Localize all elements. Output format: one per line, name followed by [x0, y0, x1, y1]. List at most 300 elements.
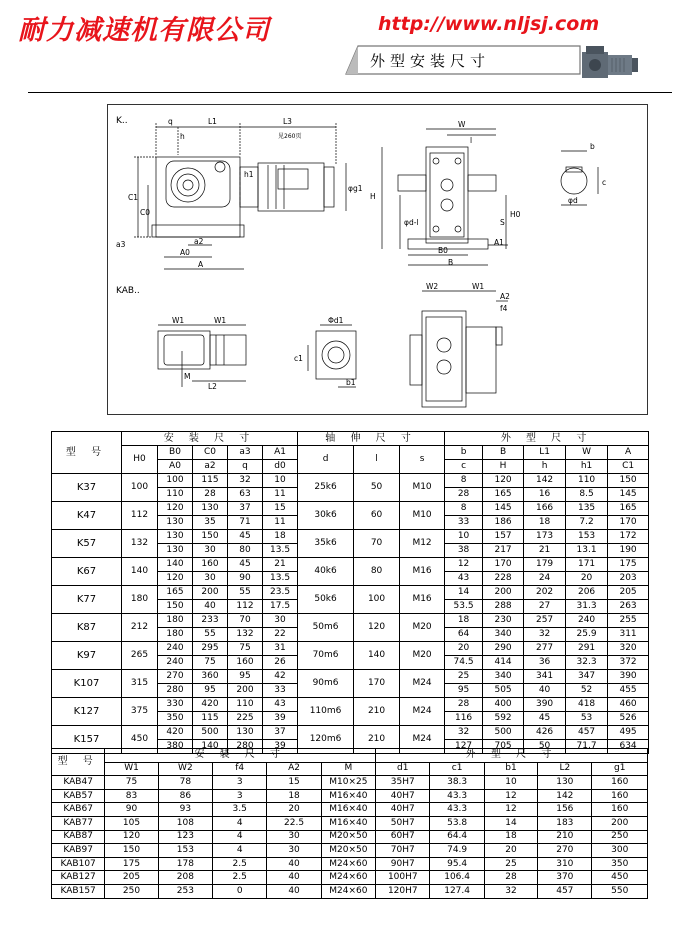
dim-h0: H0 — [510, 210, 521, 219]
table-cell: 150 — [158, 600, 193, 614]
dim-shaft-b: b — [590, 142, 595, 151]
table-cell: 170 — [608, 516, 649, 530]
table-cell: 140 — [158, 558, 193, 572]
table-row — [52, 726, 649, 740]
column-header-shaft: 轴 伸 尺 寸 — [298, 432, 445, 446]
dim-w: W — [458, 120, 466, 129]
model-cell: KAB87 — [52, 830, 105, 844]
table-cell: 11 — [263, 488, 298, 502]
table-cell: 90H7 — [376, 857, 430, 871]
column-header: h — [524, 460, 566, 474]
table-cell: M24×60 — [321, 884, 375, 898]
table-cell: 120 — [105, 830, 158, 844]
kab-series-dimension-table — [51, 748, 648, 899]
table-cell: 25 — [445, 670, 483, 684]
table-cell: 500 — [193, 726, 228, 740]
column-header: L2 — [538, 762, 592, 776]
page-header — [0, 0, 700, 95]
website-url[interactable]: http://www.nljsj.com — [378, 13, 600, 35]
table-cell: 634 — [608, 740, 649, 754]
table-cell: M16 — [400, 558, 445, 586]
table-cell: 210 — [354, 726, 400, 754]
table-cell: 705 — [483, 740, 524, 754]
table-cell: 100H7 — [376, 871, 430, 885]
dim-g1: φg1 — [348, 184, 363, 193]
table-cell: 110 — [158, 488, 193, 502]
table-cell: 203 — [608, 572, 649, 586]
column-header-install: 安 装 尺 寸 — [122, 432, 298, 446]
table-cell: 150 — [193, 530, 228, 544]
table-cell: 390 — [524, 698, 566, 712]
table-cell: 30 — [263, 614, 298, 628]
header-divider — [28, 92, 672, 93]
dim-f4: f4 — [500, 304, 508, 313]
dim-h: h — [180, 132, 185, 141]
table-cell: 505 — [483, 684, 524, 698]
table-cell: 32 — [445, 726, 483, 740]
table-cell: 31 — [263, 642, 298, 656]
table-row — [52, 698, 649, 712]
table-cell: 127.4 — [430, 884, 484, 898]
dim-m: M — [184, 372, 191, 381]
table-cell: 311 — [608, 628, 649, 642]
table-cell: 120 — [354, 614, 400, 642]
table-cell: 43.3 — [430, 803, 484, 817]
table-cell: 100 — [158, 474, 193, 488]
dim-a2: a2 — [194, 237, 204, 246]
table-cell: 33 — [445, 516, 483, 530]
table-cell: 39 — [263, 712, 298, 726]
table-cell: 10 — [263, 474, 298, 488]
table-cell: 38 — [445, 544, 483, 558]
table-cell: 426 — [524, 726, 566, 740]
dim-a: A — [198, 260, 204, 269]
table-cell: 165 — [608, 502, 649, 516]
table-cell: 28 — [484, 871, 537, 885]
table-cell: 40 — [267, 871, 321, 885]
table-cell: 418 — [566, 698, 608, 712]
table-cell: 390 — [608, 670, 649, 684]
table-cell: 250 — [105, 884, 158, 898]
table-cell: 71.7 — [566, 740, 608, 754]
table-cell: 550 — [592, 884, 648, 898]
column-header: d0 — [263, 460, 298, 474]
dim-s: S — [500, 218, 505, 227]
table-cell: 180 — [122, 586, 158, 614]
table-cell: 39 — [263, 740, 298, 754]
table-header-row — [52, 749, 648, 763]
model-cell: K87 — [52, 614, 122, 642]
table-cell: 20 — [445, 642, 483, 656]
table-cell: 26 — [263, 656, 298, 670]
table-cell: 420 — [158, 726, 193, 740]
column-header: A — [608, 446, 649, 460]
table-cell: 38.3 — [430, 776, 484, 790]
table-cell: 40 — [193, 600, 228, 614]
section-title: 外型安装尺寸 — [370, 52, 491, 70]
table-cell: 4 — [213, 830, 267, 844]
dim-l3: L3 — [283, 117, 292, 126]
table-cell: 175 — [608, 558, 649, 572]
table-subheader-row — [52, 446, 649, 460]
table-cell: 380 — [158, 740, 193, 754]
table-cell: 230 — [483, 614, 524, 628]
table-cell: 270 — [158, 670, 193, 684]
table-cell: 15 — [267, 776, 321, 790]
table-cell: 35H7 — [376, 776, 430, 790]
series-kab-label: KAB.. — [116, 286, 140, 296]
table-cell: M16×40 — [321, 789, 375, 803]
table-cell: 240 — [158, 642, 193, 656]
column-header: W1 — [105, 762, 158, 776]
table-cell: 50 — [524, 740, 566, 754]
table-cell: 288 — [483, 600, 524, 614]
dim-b0: B0 — [438, 246, 448, 255]
table-cell: 100 — [354, 586, 400, 614]
table-cell: 43 — [445, 572, 483, 586]
dim-b: B — [448, 258, 454, 267]
table-cell: 120m6 — [298, 726, 354, 754]
model-cell: KAB107 — [52, 857, 105, 871]
table-cell: 142 — [524, 474, 566, 488]
table-cell: 130 — [158, 530, 193, 544]
dim-shaft-c: c — [602, 178, 607, 187]
model-cell: K37 — [52, 474, 122, 502]
table-cell: 186 — [483, 516, 524, 530]
table-cell: 63 — [228, 488, 263, 502]
table-cell: M16×40 — [321, 803, 375, 817]
table-cell: M20×50 — [321, 844, 375, 858]
table-cell: 153 — [566, 530, 608, 544]
table-cell: 18 — [445, 614, 483, 628]
column-header: A2 — [267, 762, 321, 776]
table-cell: 31.3 — [566, 600, 608, 614]
table-cell: 8 — [445, 502, 483, 516]
table-header-row — [52, 432, 649, 446]
table-cell: 183 — [538, 816, 592, 830]
table-cell: 50H7 — [376, 816, 430, 830]
column-header: M — [321, 762, 375, 776]
table-cell: 37 — [263, 726, 298, 740]
model-cell: KAB67 — [52, 803, 105, 817]
table-cell: 70 — [228, 614, 263, 628]
table-cell: 455 — [608, 684, 649, 698]
table-cell: 375 — [122, 698, 158, 726]
column-header-outline: 外 型 尺 寸 — [445, 432, 649, 446]
table-cell: 4 — [213, 844, 267, 858]
table-cell: 90m6 — [298, 670, 354, 698]
column-header-h0: H0 — [122, 446, 158, 474]
column-header-model: 型 号 — [52, 432, 122, 474]
table-cell: 112 — [228, 600, 263, 614]
table-cell: 450 — [122, 726, 158, 754]
table-cell: 83 — [105, 789, 158, 803]
column-header: a3 — [228, 446, 263, 460]
model-cell: K77 — [52, 586, 122, 614]
table-cell: 280 — [228, 740, 263, 754]
table-cell: 25 — [484, 857, 537, 871]
table-cell: 140 — [354, 642, 400, 670]
table-cell: 116 — [445, 712, 483, 726]
table-row — [52, 803, 648, 817]
table-cell: 0 — [213, 884, 267, 898]
table-cell: 40H7 — [376, 803, 430, 817]
table-cell: 414 — [483, 656, 524, 670]
table-cell: 120H7 — [376, 884, 430, 898]
dim-a0: A0 — [180, 248, 190, 257]
table-cell: 208 — [158, 871, 212, 885]
table-cell: 36 — [524, 656, 566, 670]
table-cell: 78 — [158, 776, 212, 790]
table-cell: 291 — [566, 642, 608, 656]
table-cell: 42 — [263, 670, 298, 684]
table-cell: 4 — [213, 816, 267, 830]
table-cell: 210 — [538, 830, 592, 844]
table-cell: 142 — [538, 789, 592, 803]
table-cell: 10 — [484, 776, 537, 790]
table-cell: 217 — [483, 544, 524, 558]
table-row — [52, 670, 649, 684]
table-cell: 315 — [122, 670, 158, 698]
table-cell: 22 — [263, 628, 298, 642]
table-cell: 18 — [484, 830, 537, 844]
table-cell: 50 — [354, 474, 400, 502]
table-cell: 310 — [538, 857, 592, 871]
table-cell: 295 — [193, 642, 228, 656]
table-cell: 53.8 — [430, 816, 484, 830]
table-cell: 157 — [483, 530, 524, 544]
table-cell: 7.2 — [566, 516, 608, 530]
table-cell: 28 — [445, 698, 483, 712]
table-cell: 250 — [592, 830, 648, 844]
table-cell: 70H7 — [376, 844, 430, 858]
table-cell: 50k6 — [298, 586, 354, 614]
table-row — [52, 776, 648, 790]
table-cell: 18 — [267, 789, 321, 803]
table-cell: 178 — [158, 857, 212, 871]
column-header: A0 — [158, 460, 193, 474]
table-cell: 43 — [263, 698, 298, 712]
table-cell: 18 — [524, 516, 566, 530]
table-cell: 30 — [193, 572, 228, 586]
table-cell: 130 — [158, 544, 193, 558]
dim-phid-l: φd-l — [404, 218, 419, 227]
table-cell: 15 — [263, 502, 298, 516]
table-cell: M10 — [400, 474, 445, 502]
table-cell: 255 — [608, 614, 649, 628]
table-cell: 30 — [193, 544, 228, 558]
table-cell: 457 — [538, 884, 592, 898]
table-cell: M24 — [400, 670, 445, 698]
table-cell: 110 — [566, 474, 608, 488]
table-cell: 50m6 — [298, 614, 354, 642]
table-cell: 80 — [228, 544, 263, 558]
table-cell: 130 — [193, 502, 228, 516]
dim-q: q — [168, 117, 173, 126]
table-cell: 170 — [354, 670, 400, 698]
column-header: A1 — [263, 446, 298, 460]
table-cell: 172 — [608, 530, 649, 544]
model-cell: K97 — [52, 642, 122, 670]
table-cell: 340 — [483, 670, 524, 684]
column-header: W2 — [158, 762, 212, 776]
table-cell: 20 — [566, 572, 608, 586]
table-cell: 350 — [592, 857, 648, 871]
k-series-dimension-table — [51, 431, 649, 754]
column-header: q — [228, 460, 263, 474]
model-cell: K57 — [52, 530, 122, 558]
table-cell: 320 — [608, 642, 649, 656]
table-cell: 40 — [267, 857, 321, 871]
table-cell: 75 — [228, 642, 263, 656]
model-cell: K157 — [52, 726, 122, 754]
table-cell: 150 — [608, 474, 649, 488]
dim-l2: L2 — [208, 382, 217, 391]
table-cell: 13.5 — [263, 544, 298, 558]
table-row — [52, 816, 648, 830]
dim-a2-kab: A2 — [500, 292, 510, 301]
table-cell: M20 — [400, 614, 445, 642]
table-cell: 500 — [483, 726, 524, 740]
column-header: B0 — [158, 446, 193, 460]
table-cell: 160 — [592, 789, 648, 803]
column-header: b1 — [484, 762, 537, 776]
table-row — [52, 884, 648, 898]
table-cell: 130 — [538, 776, 592, 790]
dim-shaft-d: φd — [568, 196, 578, 205]
table-cell: 70m6 — [298, 642, 354, 670]
table-cell: 95 — [445, 684, 483, 698]
table-cell: 80 — [354, 558, 400, 586]
column-header-l: l — [354, 446, 400, 474]
table-cell: 156 — [538, 803, 592, 817]
table-cell: 210 — [354, 698, 400, 726]
table-cell: 10 — [445, 530, 483, 544]
table-cell: 30k6 — [298, 502, 354, 530]
column-header: c1 — [430, 762, 484, 776]
table-cell: 495 — [608, 726, 649, 740]
table-cell: 24 — [524, 572, 566, 586]
dim-w2: W2 — [426, 282, 439, 291]
table-cell: 55 — [228, 586, 263, 600]
table-cell: 43.3 — [430, 789, 484, 803]
model-cell: KAB157 — [52, 884, 105, 898]
table-cell: 175 — [105, 857, 158, 871]
dim-c1: C1 — [128, 193, 139, 202]
table-cell: 22.5 — [267, 816, 321, 830]
gearmotor-icon — [578, 40, 642, 86]
table-cell: 35k6 — [298, 530, 354, 558]
table-cell: 23.5 — [263, 586, 298, 600]
dim-l: l — [470, 136, 473, 145]
table-cell: 45 — [524, 712, 566, 726]
table-cell: 8 — [445, 474, 483, 488]
table-cell: 13.5 — [263, 572, 298, 586]
table-cell: M10×25 — [321, 776, 375, 790]
table-cell: 40 — [524, 684, 566, 698]
column-header-outline: 外 型 尺 寸 — [376, 749, 648, 763]
table-cell: 180 — [158, 614, 193, 628]
table-cell: 330 — [158, 698, 193, 712]
dim-w1-b: W1 — [214, 316, 227, 325]
column-header: H — [483, 460, 524, 474]
dim-b1: b1 — [346, 378, 356, 387]
model-cell: K107 — [52, 670, 122, 698]
table-cell: 18 — [263, 530, 298, 544]
table-cell: 277 — [524, 642, 566, 656]
table-cell: 32 — [524, 628, 566, 642]
dim-a3: a3 — [116, 240, 126, 249]
table-cell: 290 — [483, 642, 524, 656]
table-cell: 127 — [445, 740, 483, 754]
table-cell: M24×60 — [321, 871, 375, 885]
column-header: C0 — [193, 446, 228, 460]
column-header: L1 — [524, 446, 566, 460]
table-cell: 112 — [122, 502, 158, 530]
table-row — [52, 789, 648, 803]
table-cell: 32.3 — [566, 656, 608, 670]
column-header: d1 — [376, 762, 430, 776]
table-cell: 228 — [483, 572, 524, 586]
column-header: W — [566, 446, 608, 460]
table-cell: 115 — [193, 712, 228, 726]
column-header: g1 — [592, 762, 648, 776]
table-cell: 25.9 — [566, 628, 608, 642]
column-header-install: 安 装 尺 寸 — [105, 749, 376, 763]
dim-h-total: H — [370, 192, 376, 201]
dim-c0: C0 — [140, 208, 151, 217]
table-cell: 110m6 — [298, 698, 354, 726]
table-cell: 130 — [228, 726, 263, 740]
series-k-label: K.. — [116, 116, 128, 126]
table-cell: 2.5 — [213, 871, 267, 885]
dim-w1-a: W1 — [172, 316, 185, 325]
table-cell: 200 — [483, 586, 524, 600]
table-cell: 16 — [524, 488, 566, 502]
column-header: b — [445, 446, 483, 460]
table-cell: 13.1 — [566, 544, 608, 558]
table-cell: 280 — [158, 684, 193, 698]
table-cell: 173 — [524, 530, 566, 544]
table-cell: 460 — [608, 698, 649, 712]
table-cell: 60H7 — [376, 830, 430, 844]
table-row — [52, 830, 648, 844]
table-cell: 233 — [193, 614, 228, 628]
column-header: C1 — [608, 460, 649, 474]
column-header-d: d — [298, 446, 354, 474]
table-cell: 347 — [566, 670, 608, 684]
model-cell: KAB97 — [52, 844, 105, 858]
table-row — [52, 586, 649, 600]
table-cell: 110 — [228, 698, 263, 712]
table-cell: 179 — [524, 558, 566, 572]
table-cell: 200 — [193, 586, 228, 600]
technical-drawing — [107, 104, 648, 415]
table-cell: 190 — [608, 544, 649, 558]
table-cell: 90 — [105, 803, 158, 817]
table-cell: 270 — [538, 844, 592, 858]
table-cell: 200 — [228, 684, 263, 698]
table-cell: 350 — [158, 712, 193, 726]
table-cell: 115 — [193, 474, 228, 488]
table-cell: 135 — [566, 502, 608, 516]
table-cell: 93 — [158, 803, 212, 817]
dim-l1: L1 — [208, 117, 217, 126]
table-cell: 33 — [263, 684, 298, 698]
table-cell: 20 — [267, 803, 321, 817]
model-cell: KAB47 — [52, 776, 105, 790]
dim-h1: h1 — [244, 170, 254, 179]
